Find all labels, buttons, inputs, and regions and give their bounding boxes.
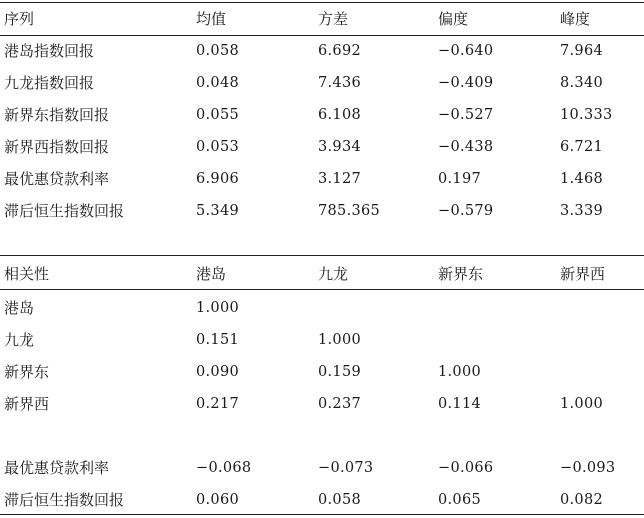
table-row [0, 452, 644, 484]
cell-value: 3.339 [560, 203, 604, 219]
cell-value: 0.048 [196, 75, 240, 91]
cell-value: 1.000 [196, 300, 240, 316]
cell-value: 0.058 [318, 492, 362, 508]
row-label: 新界东指数回报 [4, 106, 110, 124]
corr-header-label: 相关性 [4, 265, 50, 283]
corr-header-col: 新界东 [438, 265, 484, 283]
cell-value: 1.000 [560, 396, 604, 412]
cell-value: 0.058 [196, 43, 240, 59]
corr-header-col: 九龙 [318, 265, 349, 283]
cell-value: −0.068 [196, 460, 252, 476]
cell-value: 0.217 [196, 396, 240, 412]
cell-value: 7.436 [318, 75, 362, 91]
cell-value: −0.527 [438, 107, 494, 123]
cell-value: 10.333 [560, 107, 613, 123]
table-row [0, 99, 644, 131]
table-row [0, 292, 644, 324]
cell-value: −0.093 [560, 460, 616, 476]
cell-value: 0.197 [438, 171, 482, 187]
cell-value: −0.066 [438, 460, 494, 476]
stats-header-skewness: 偏度 [438, 10, 469, 28]
stats-header-mean: 均值 [196, 10, 227, 28]
row-label: 港岛 [4, 299, 35, 317]
cell-value: 0.060 [196, 492, 240, 508]
table-row [0, 35, 644, 67]
stats-header-kurtosis: 峰度 [560, 10, 591, 28]
stats-header-variance: 方差 [318, 10, 349, 28]
cell-value: 6.906 [196, 171, 240, 187]
corr-header-row [0, 258, 644, 290]
row-label: 九龙指数回报 [4, 74, 95, 92]
cell-value: 0.151 [196, 332, 240, 348]
cell-value: 1.000 [438, 364, 482, 380]
cell-value: 8.340 [560, 75, 604, 91]
row-label: 滞后恒生指数回报 [4, 202, 125, 220]
row-label: 港岛指数回报 [4, 42, 95, 60]
cell-value: −0.640 [438, 43, 494, 59]
cell-value: −0.409 [438, 75, 494, 91]
table-row [0, 484, 644, 516]
cell-value: 5.349 [196, 203, 240, 219]
row-label: 最优惠贷款利率 [4, 170, 110, 188]
row-label: 新界东 [4, 363, 50, 381]
table-row [0, 195, 644, 227]
cell-value: 0.055 [196, 107, 240, 123]
table-row [0, 388, 644, 420]
cell-value: 0.114 [438, 396, 482, 412]
cell-value: 0.090 [196, 364, 240, 380]
cell-value: 6.108 [318, 107, 362, 123]
cell-value: −0.073 [318, 460, 374, 476]
cell-value: 6.721 [560, 139, 604, 155]
cell-value: −0.438 [438, 139, 494, 155]
cell-value: 0.237 [318, 396, 362, 412]
cell-value: 6.692 [318, 43, 362, 59]
row-label: 新界西指数回报 [4, 138, 110, 156]
table-row [0, 67, 644, 99]
cell-value: 3.127 [318, 171, 362, 187]
cell-value: 1.468 [560, 171, 604, 187]
row-label: 滞后恒生指数回报 [4, 491, 125, 509]
table-row [0, 163, 644, 195]
table-row [0, 356, 644, 388]
cell-value: 0.082 [560, 492, 604, 508]
stats-header-series: 序列 [4, 10, 35, 28]
cell-value: 0.053 [196, 139, 240, 155]
cell-value: 0.065 [438, 492, 482, 508]
section-rule [0, 255, 644, 256]
row-label: 新界西 [4, 395, 50, 413]
cell-value: 7.964 [560, 43, 604, 59]
cell-value: −0.579 [438, 203, 494, 219]
table-row [0, 131, 644, 163]
corr-header-col: 新界西 [560, 265, 606, 283]
stats-header-row [0, 3, 644, 35]
cell-value: 1.000 [318, 332, 362, 348]
cell-value: 0.159 [318, 364, 362, 380]
cell-value: 3.934 [318, 139, 362, 155]
corr-header-col: 港岛 [196, 265, 227, 283]
cell-value: 785.365 [318, 203, 381, 219]
table-row [0, 324, 644, 356]
row-label: 最优惠贷款利率 [4, 459, 110, 477]
row-label: 九龙 [4, 331, 35, 349]
